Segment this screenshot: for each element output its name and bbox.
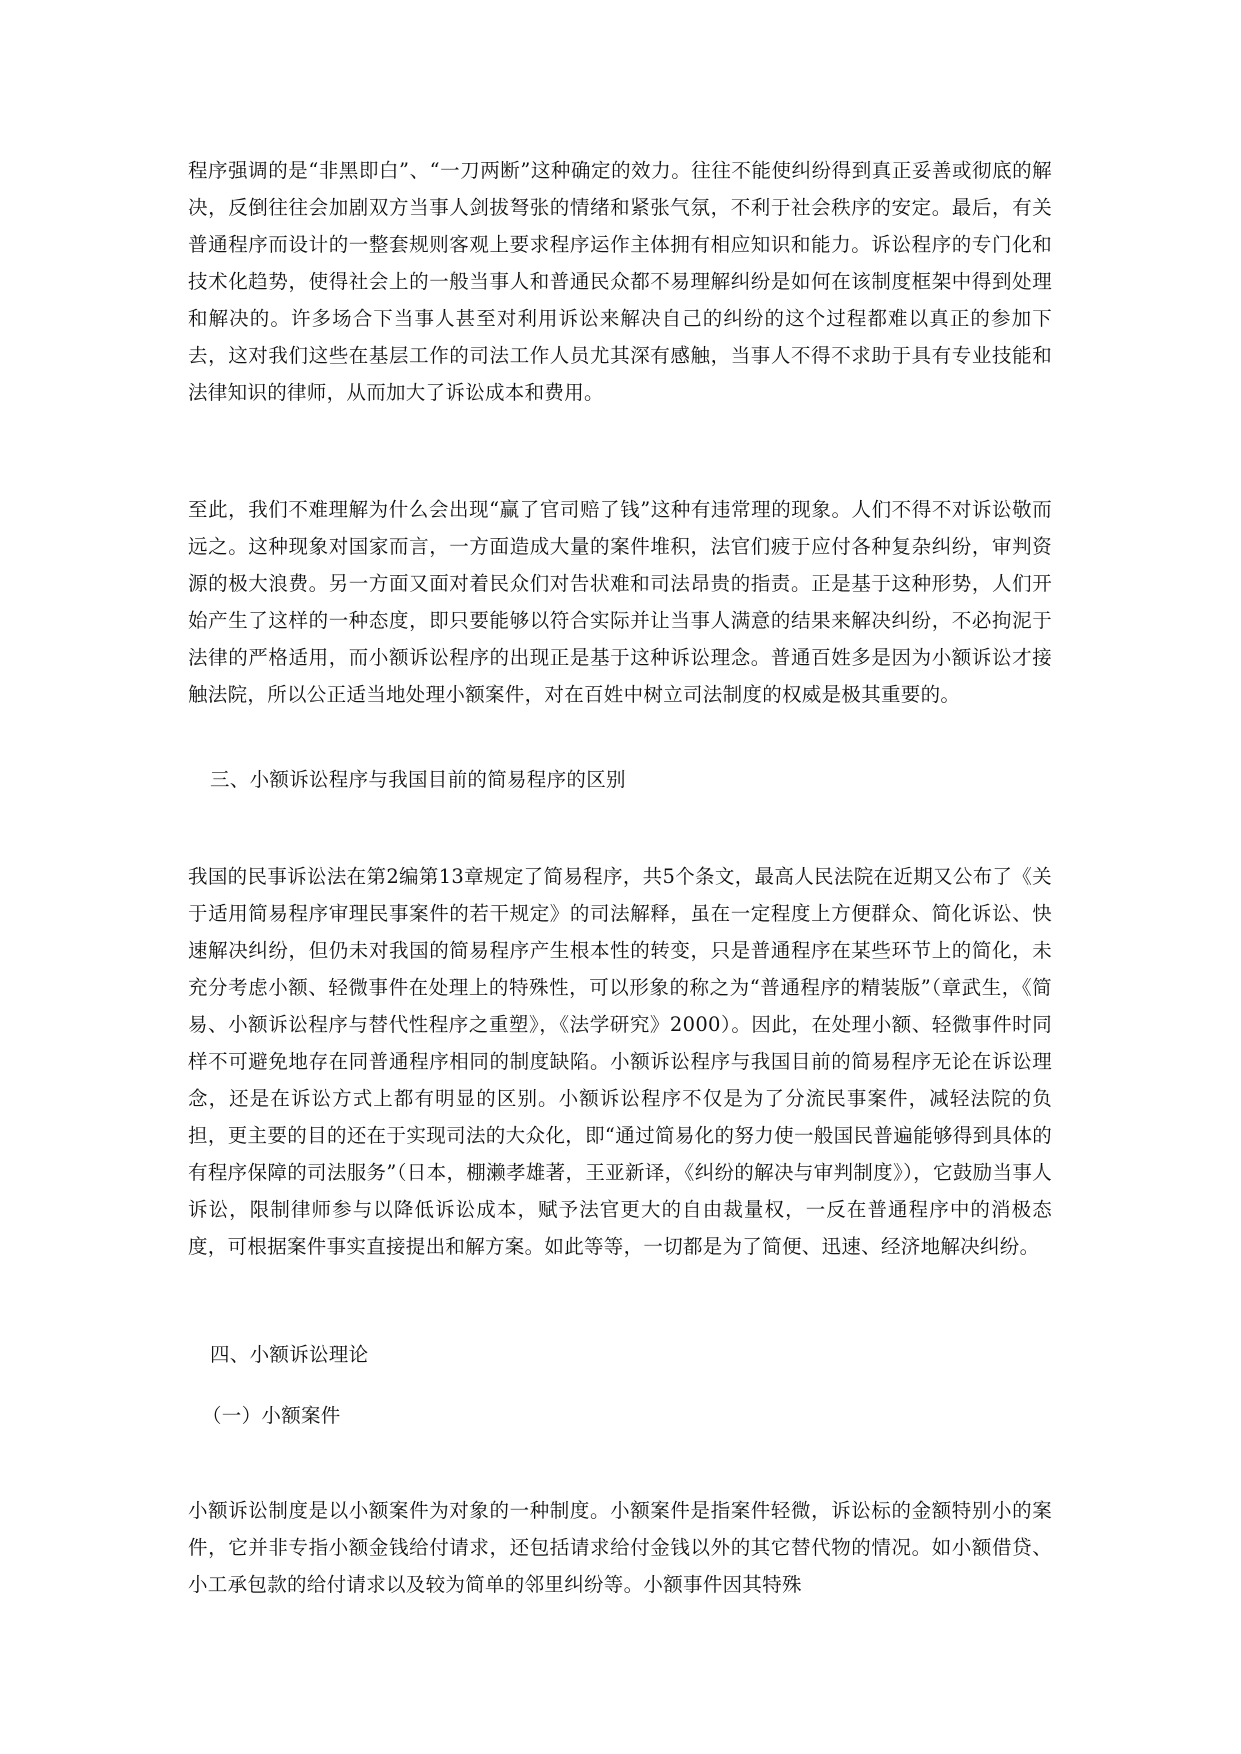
body-paragraph: 小额诉讼制度是以小额案件为对象的一种制度。小额案件是指案件轻微，诉讼标的金额特别小的案件，它并非专指小额金钱给付请求，还包括请求给付金钱以外的其它替代物的情况。如小额借贷、小工承包款的给付请求以及较为简单的邻里纠纷等。小额事件因其特殊 [188,1499,1052,1596]
body-paragraph: 至此，我们不难理解为什么会出现“赢了官司赔了钱”这种有违常理的现象。人们不得不对诉讼敬而远之。这种现象对国家而言，一方面造成大量的案件堆积，法官们疲于应付各种复杂纠纷，审判资源的极大浪费。另一方面又面对着民众们对告状难和司法昂贵的指责。正是基于这种形势，人们开始产生了这样的一种态度，即只要能够以符合实际并让当事人满意的结果来解决纠纷，不必拘泥于法律的严格适用，而小额诉讼程序的出现正是基于这种诉讼理念。普通百姓多是因为小额诉讼才接触法院，所以公正适当地处理小额案件，对在百姓中树立司法制度的权威是极其重要的。 [188,498,1052,706]
section-heading: 三、小额诉讼程序与我国目前的简易程序的区别 [210,768,626,791]
subsection-heading: （一）小额案件 [202,1404,341,1427]
body-paragraph: 程序强调的是“非黑即白”、“一刀两断”这种确定的效力。往往不能使纠纷得到真正妥善或彻底的解决，反倒往往会加剧双方当事人剑拔弩张的情绪和紧张气氛，不利于社会秩序的安定。最后，有关普通程序而设计的一整套规则客观上要求程序运作主体拥有相应知识和能力。诉讼程序的专门化和技术化趋势，使得社会上的一般当事人和普通民众都不易理解纠纷是如何在该制度框架中得到处理和解决的。许多场合下当事人甚至对利用诉讼来解决自己的纠纷的这个过程都难以真正的参加下去，这对我们这些在基层工作的司法工作人员尤其深有感触，当事人不得不求助于具有专业技能和法律知识的律师，从而加大了诉讼成本和费用。 [188,159,1052,404]
section-heading: 四、小额诉讼理论 [210,1343,369,1366]
body-paragraph: 我国的民事诉讼法在第2编第13章规定了简易程序，共5个条文，最高人民法院在近期又公布了《关于适用简易程序审理民事案件的若干规定》的司法解释，虽在一定程度上方便群众、简化诉讼、快速解决纠纷，但仍未对我国的简易程序产生根本性的转变，只是普通程序在某些环节上的简化，未充分考虑小额、轻微事件在处理上的特殊性，可以形象的称之为“普通程序的精装版”（章武生，《简易、小额诉讼程序与替代性程序之重塑》，《法学研究》2000）。因此，在处理小额、轻微事件时同样不可避免地存在同普通程序相同的制度缺陷。小额诉讼程序与我国目前的简易程序无论在诉讼理念，还是在诉讼方式上都有明显的区别。小额诉讼程序不仅是为了分流民事案件，减轻法院的负担，更主要的目的还在于实现司法的大众化，即“通过简易化的努力使一般国民普遍能够得到具体的有程序保障的司法服务”（日本，棚濑孝雄著，王亚新译，《纠纷的解决与审判制度》），它鼓励当事人诉讼，限制律师参与以降低诉讼成本，赋予法官更大的自由裁量权，一反在普通程序中的消极态度，可根据案件事实直接提出和解方案。如此等等，一切都是为了简便、迅速、经济地解决纠纷。 [188,865,1052,1258]
